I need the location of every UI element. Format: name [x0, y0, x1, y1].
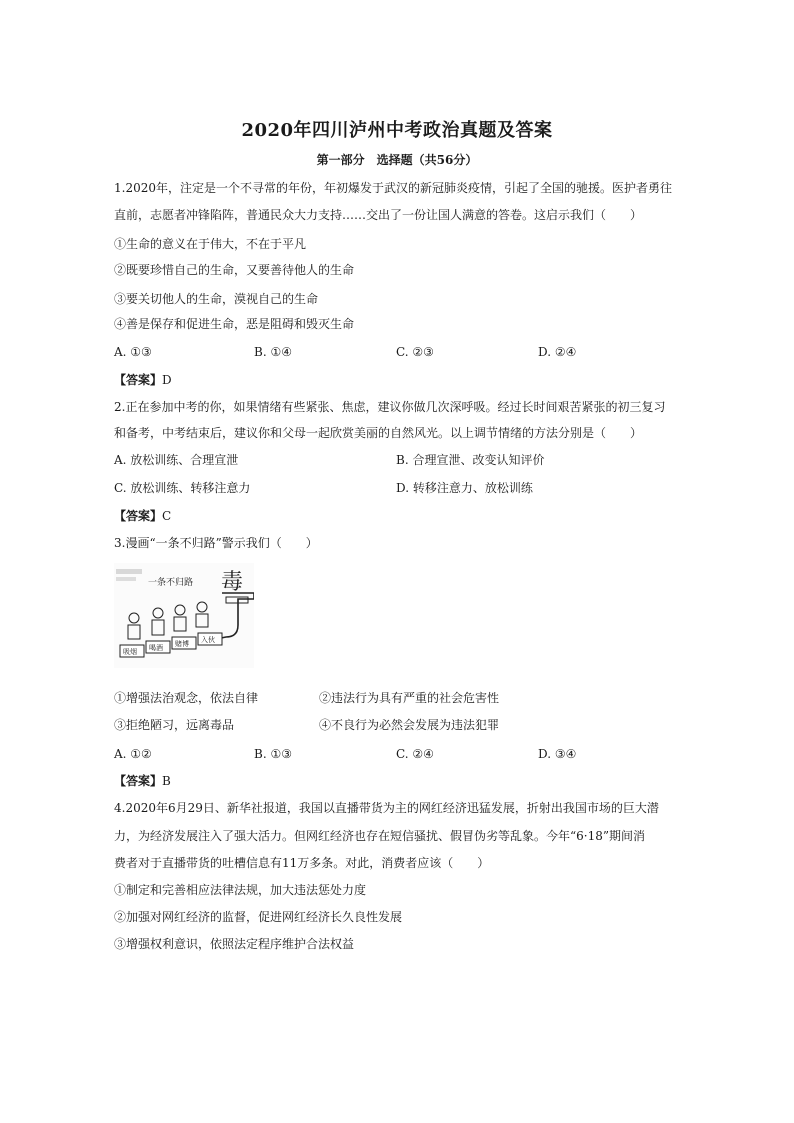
cartoon-sign-char: 毒 — [221, 570, 244, 595]
question-2-option-d: D. 转移注意力、放松训练 — [396, 481, 533, 495]
question-2-answer — [114, 508, 171, 524]
question-3-answer — [114, 773, 171, 789]
question-1-option-a: A. ①③ — [114, 345, 152, 359]
question-3-option-b: B. ①③ — [254, 747, 292, 761]
question-4-text-line-2: 力，为经济发展注入了强大活力。但网红经济也存在短信骚扰、假冒伪劣等乱象。今年“6·18”期间消 — [114, 829, 645, 843]
question-1-option-c: C. ②③ — [396, 345, 434, 359]
question-4-text-line-3: 费者对于直播带货的吐槽信息有11万多条。对此，消费者应该（ ） — [114, 856, 490, 870]
section-heading: 第一部分 选择题（共56分） — [316, 153, 478, 167]
answer-label: 【答案】 — [114, 373, 163, 387]
question-1-statement-4: ④善是保存和促进生命，恶是阻碍和毁灭生命 — [114, 317, 355, 331]
question-2-option-b: B. 合理宣泄、改变认知评价 — [396, 453, 545, 467]
question-2-text-line-2: 和备考，中考结束后，建议你和父母一起欣赏美丽的自然风光。以上调节情绪的方法分别是（ ） — [114, 426, 643, 440]
question-4-statement-2: ②加强对网红经济的监督，促进网红经济长久良性发展 — [114, 910, 403, 924]
question-1-text-line-1: 1.2020年，注定是一个不寻常的年份，年初爆发于武汉的新冠肺炎疫情，引起了全国的驰援。医护者勇往 — [114, 181, 672, 195]
question-1-statement-3: ③要关切他人的生命，漠视自己的生命 — [114, 292, 319, 306]
question-2-option-c: C. 放松训练、转移注意力 — [114, 481, 251, 495]
question-2-option-a: A. 放松训练、合理宣泄 — [114, 453, 239, 467]
question-3-statement-4: ④不良行为必然会发展为违法犯罪 — [319, 718, 500, 732]
question-1-option-b: B. ①④ — [254, 345, 292, 359]
cartoon-step-3: 赌博 — [175, 640, 189, 648]
question-3-text-line-1: 3.漫画“一条不归路”警示我们（ ） — [114, 536, 318, 550]
question-1-statement-2: ②既要珍惜自己的生命，又要善待他人的生命 — [114, 263, 355, 277]
cartoon-caption: 一条不归路 — [148, 578, 194, 588]
question-1-statement-1: ①生命的意义在于伟大，不在于平凡 — [114, 237, 307, 251]
cartoon-step-4: 入伙 — [201, 636, 215, 644]
cartoon-no-return-road — [114, 563, 254, 668]
cartoon-step-1: 吸烟 — [123, 648, 137, 656]
question-3-option-c: C. ②④ — [396, 747, 434, 761]
answer-value: D — [162, 373, 172, 387]
answer-value: C — [162, 509, 172, 523]
cartoon-step-2: 喝酒 — [149, 644, 163, 652]
question-3-option-d: D. ③④ — [538, 747, 577, 761]
page-title: 2020年四川泸州中考政治真题及答案 — [241, 120, 553, 141]
question-4-statement-1: ①制定和完善相应法律法规，加大违法惩处力度 — [114, 883, 367, 897]
question-3-option-a: A. ①② — [114, 747, 152, 761]
question-1-answer — [114, 372, 172, 388]
question-2-text-line-1: 2.正在参加中考的你，如果情绪有些紧张、焦虑，建议你做几次深呼吸。经过长时间艰苦紧张的初三复习 — [114, 400, 666, 414]
question-4-statement-3: ③增强权利意识，依照法定程序维护合法权益 — [114, 937, 355, 951]
question-1-text-line-2: 直前，志愿者冲锋陷阵，普通民众大力支持……交出了一份让国人满意的答卷。这启示我们（ ） — [114, 208, 643, 222]
question-3-statement-1: ①增强法治观念，依法自律 — [114, 691, 259, 705]
question-3-statement-3: ③拒绝陋习，远离毒品 — [114, 718, 235, 732]
question-4-text-line-1: 4.2020年6月29日、新华社报道，我国以直播带货为主的网红经济迅猛发展，折射出我国市场的巨大潜 — [114, 801, 659, 815]
answer-value: B — [162, 774, 171, 788]
answer-label: 【答案】 — [114, 774, 163, 788]
question-3-statement-2: ②违法行为具有严重的社会危害性 — [319, 691, 500, 705]
question-1-option-d: D. ②④ — [538, 345, 577, 359]
answer-label: 【答案】 — [114, 509, 163, 523]
